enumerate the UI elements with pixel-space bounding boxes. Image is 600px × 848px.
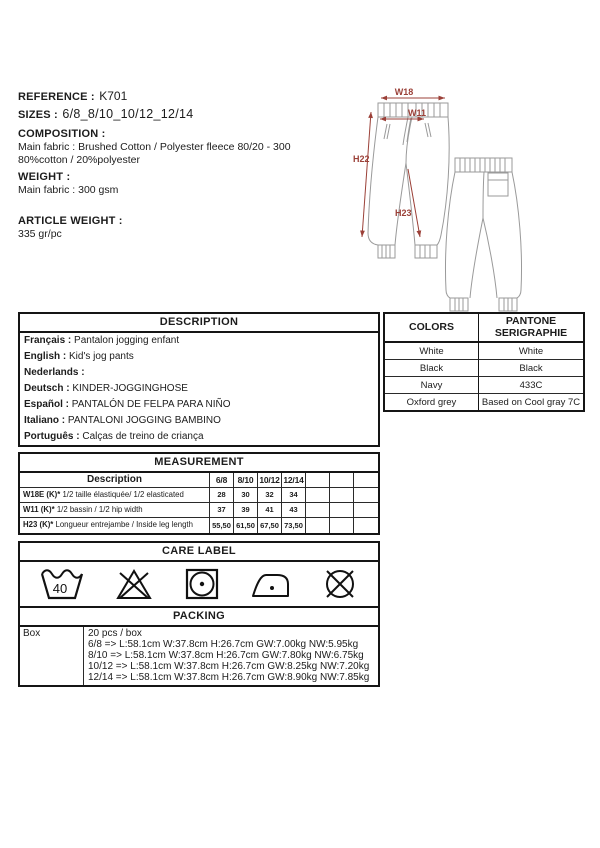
- measure-value: 39: [234, 503, 258, 518]
- measure-value: 55,50: [210, 518, 234, 533]
- measure-value: 61,50: [234, 518, 258, 533]
- size-header: [354, 473, 378, 488]
- measure-value: [306, 518, 330, 533]
- measure-code: H23 (K)*: [23, 519, 54, 529]
- description-title: DESCRIPTION: [20, 314, 378, 333]
- description-row-portugues: [20, 429, 378, 445]
- measure-value: [330, 518, 354, 533]
- measure-desc: 1/2 bassin / 1/2 hip width: [56, 504, 143, 514]
- garment-sketch: [340, 85, 600, 315]
- measure-code: W11 (K)*: [23, 504, 55, 514]
- measurement-table: [18, 452, 380, 535]
- tumble-dry-icon: [184, 567, 220, 601]
- description-row-espanol: [20, 397, 378, 413]
- measure-value: [330, 488, 354, 503]
- size-header: [330, 473, 354, 488]
- reference-label: REFERENCE :: [18, 91, 95, 103]
- measure-value: 43: [282, 503, 306, 518]
- size-header: 12/14: [282, 473, 306, 488]
- measure-value: [306, 488, 330, 503]
- lang-text: PANTALÓN DE FELPA PARA NIÑO: [71, 399, 231, 410]
- pantone-value: White: [479, 343, 583, 360]
- measure-value: 28: [210, 488, 234, 503]
- measure-value: 32: [258, 488, 282, 503]
- pants-front-view: [368, 103, 449, 258]
- measurement-col-description: Description: [20, 473, 210, 488]
- lang-label: Italiano :: [24, 415, 66, 426]
- pantone-value: Based on Cool gray 7C: [481, 396, 581, 408]
- wash-temp-value: 40: [52, 580, 67, 596]
- size-header: 8/10: [234, 473, 258, 488]
- measure-value: 67,50: [258, 518, 282, 533]
- packing-title: PACKING: [20, 608, 378, 627]
- colors-header: COLORS: [385, 314, 479, 343]
- description-row-francais: [20, 333, 378, 349]
- description-row-nederlands: [20, 365, 378, 381]
- measure-value: 41: [258, 503, 282, 518]
- measure-value: 73,50: [282, 518, 306, 533]
- color-name: Black: [385, 360, 479, 377]
- wash-40-icon: [40, 566, 84, 602]
- dim-label-h23: H23: [395, 208, 412, 218]
- packing-details: [84, 627, 378, 685]
- pantone-value: 433C: [479, 377, 583, 394]
- care-label-table: [18, 541, 380, 608]
- pantone-value: Black: [479, 360, 583, 377]
- do-not-dry-clean-icon: [322, 567, 358, 601]
- measure-row-w18e: [20, 488, 210, 503]
- packing-box-label: Box: [20, 627, 84, 685]
- measure-code: W18E (K)*: [23, 489, 61, 499]
- colors-table: [383, 312, 585, 412]
- composition-label: COMPOSITION :: [18, 128, 106, 140]
- care-label-title: CARE LABEL: [20, 543, 378, 562]
- size-header: 10/12: [258, 473, 282, 488]
- measurement-title: MEASUREMENT: [20, 454, 378, 473]
- description-row-english: [20, 349, 378, 365]
- dim-label-w18: W18: [394, 87, 414, 97]
- lang-text: Pantalon jogging enfant: [74, 335, 180, 346]
- size-header: 6/8: [210, 473, 234, 488]
- lang-text: PANTALONI JOGGING BAMBINO: [67, 415, 221, 426]
- measure-value: [354, 503, 378, 518]
- measure-value: [330, 503, 354, 518]
- care-icons-row: [20, 562, 378, 606]
- weight-label: WEIGHT :: [18, 171, 71, 183]
- lang-label: Português :: [24, 431, 80, 442]
- measure-desc: Longueur entrejambe / Inside leg length: [55, 519, 193, 529]
- sizes-label: SIZES :: [18, 109, 58, 121]
- measure-value: 30: [234, 488, 258, 503]
- description-table: [18, 312, 380, 447]
- lang-label: Nederlands :: [24, 367, 85, 378]
- measure-value: [354, 488, 378, 503]
- iron-low-icon: [251, 568, 291, 600]
- lang-label: Français :: [24, 335, 72, 346]
- lang-label: Deutsch :: [24, 383, 70, 394]
- sizes-value: 6/8_8/10_10/12_12/14: [62, 107, 194, 121]
- article-weight-label: ARTICLE WEIGHT :: [18, 214, 123, 227]
- measure-value: 37: [210, 503, 234, 518]
- lang-label: English :: [24, 351, 67, 362]
- color-name: White: [385, 343, 479, 360]
- color-name: Navy: [385, 377, 479, 394]
- back-pocket: [488, 173, 508, 196]
- do-not-bleach-icon: [115, 567, 153, 601]
- packing-line: 8/10 => L:58.1cm W:37.8cm H:26.7cm GW:7.80kg NW:6.75kg: [88, 649, 364, 661]
- reference-value: K701: [99, 89, 128, 103]
- pantone-header: PANTONE SERIGRAPHIE: [479, 314, 583, 343]
- measure-value: [306, 503, 330, 518]
- dim-label-w11: W11: [408, 108, 427, 118]
- product-info-header: [18, 89, 348, 240]
- measure-value: 34: [282, 488, 306, 503]
- sizes-line: [18, 107, 348, 122]
- lang-text: KINDER-JOGGINGHOSE: [72, 383, 188, 394]
- packing-line: 20 pcs / box: [88, 627, 142, 639]
- lang-text: Calças de treino de criança: [82, 431, 204, 442]
- description-row-italiano: [20, 413, 378, 429]
- packing-table: [18, 606, 380, 687]
- lang-text: Kid's jog pants: [69, 351, 134, 362]
- reference-line: [18, 89, 348, 104]
- packing-line: 6/8 => L:58.1cm W:37.8cm H:26.7cm GW:7.00kg NW:5.95kg: [88, 638, 359, 650]
- measure-desc: 1/2 taille élastiquée/ 1/2 elasticated: [62, 489, 184, 499]
- weight-value: Main fabric : 300 gsm: [18, 184, 119, 196]
- composition-line2: 80%cotton / 20%polyester: [18, 153, 140, 166]
- pants-back-view: [445, 158, 521, 311]
- measure-row-h23: [20, 518, 210, 533]
- measure-value: [354, 518, 378, 533]
- composition-line1: Main fabric : Brushed Cotton / Polyester fleece 80/20 - 300: [18, 141, 291, 153]
- description-row-deutsch: [20, 381, 378, 397]
- packing-line: 10/12 => L:58.1cm W:37.8cm H:26.7cm GW:8.25kg NW:7.20kg: [88, 660, 370, 672]
- article-weight-value: 335 gr/pc: [18, 227, 62, 240]
- dim-label-h22: H22: [353, 154, 370, 164]
- color-name: Oxford grey: [385, 394, 479, 410]
- size-header: [306, 473, 330, 488]
- lang-label: Español :: [24, 399, 70, 410]
- measure-row-w11: [20, 503, 210, 518]
- packing-line: 12/14 => L:58.1cm W:37.8cm H:26.7cm GW:8.90kg NW:7.85kg: [88, 671, 370, 683]
